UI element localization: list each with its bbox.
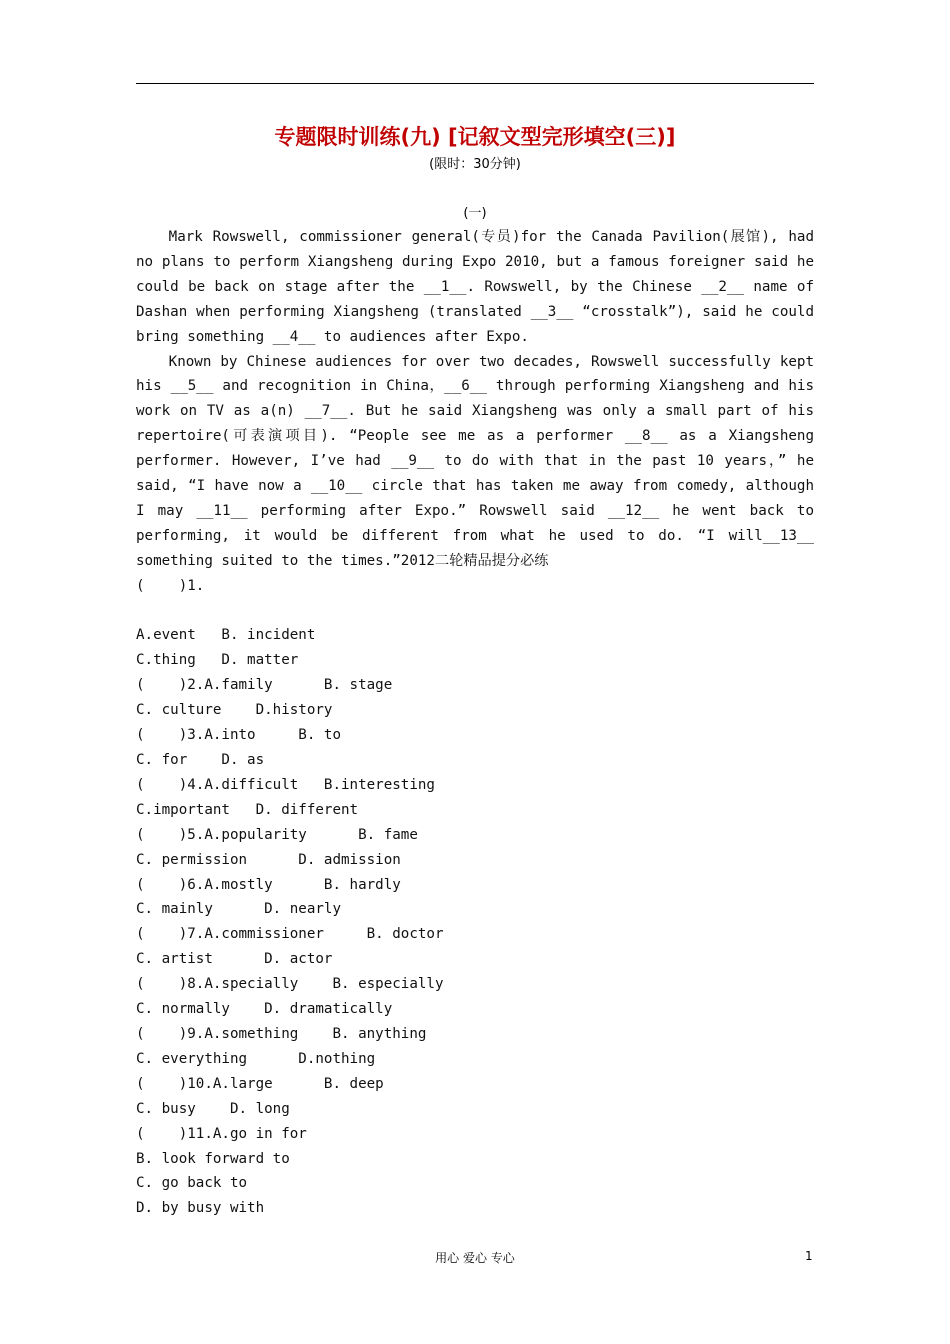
time-limit: (限时：30分钟) <box>429 157 521 172</box>
passage-paragraph-2: Known by Chinese audiences for over two decades, Rowswell successfully kept his __5__ and recognition in China，__6__ through performing Xiangsheng and his work on TV as a(n) __7__. But he said Xiangsheng was only a small part of his repertoire(可表演项目). “People see me as a performer __8__ as a Xiangsheng performer. However, I’ve had __9__ to do with that in the past 10 years，” he said, “I have now a __10__ circle that has taken me away from comedy, although I may __11__ performing after Expo.” Rowswell said __12__ he went back to performing, it would be different from what he used to do. “I will__13__ something suited to the times.”2012二轮精品提分必练 <box>136 353 814 569</box>
option-line: ( )10.A.large B. deep <box>136 1075 384 1092</box>
page-number: 1 <box>805 1249 813 1263</box>
option-line: ( )7.A.commissioner B. doctor <box>136 926 444 943</box>
option-line: C. culture D.history <box>136 702 333 719</box>
footer-text: 用心 爱心 专心 <box>435 1251 515 1265</box>
option-line: C. go back to <box>136 1175 248 1192</box>
option-line: ( )11.A.go in for <box>136 1125 307 1142</box>
section-number: (一) <box>463 206 487 221</box>
option-line: ( )5.A.popularity B. fame <box>136 826 418 843</box>
option-line: C. normally D. dramatically <box>136 1001 393 1018</box>
options-list <box>136 574 814 1222</box>
option-line: ( )6.A.mostly B. hardly <box>136 876 401 893</box>
option-line: C.important D. different <box>136 801 359 818</box>
option-line: C. mainly D. nearly <box>136 901 341 918</box>
option-line: C. everything D.nothing <box>136 1050 376 1067</box>
option-line: ( )9.A.something B. anything <box>136 1025 427 1042</box>
option-line: B. look forward to <box>136 1150 290 1167</box>
option-line: A.event B. incident <box>136 627 316 644</box>
option-line: ( )3.A.into B. to <box>136 727 341 744</box>
header-rule <box>136 83 814 84</box>
option-line: ( )4.A.difficult B.interesting <box>136 776 435 793</box>
option-line: C.thing D. matter <box>136 652 299 669</box>
passage-paragraph-1: Mark Rowswell, commissioner general(专员)for the Canada Pavilion(展馆), had no plans to perform Xiangsheng during Expo 2010, but a famous foreigner said he could be back on stage after the __1__. Rowswell, by the Chinese __2__ name of Dashan when performing Xiangsheng (translated __3__ “crosstalk”), said he could bring something __4__ to audiences after Expo. <box>136 229 814 345</box>
option-line: C. for D. as <box>136 752 265 769</box>
option-line: C. permission D. admission <box>136 851 401 868</box>
passage-body <box>136 225 814 1221</box>
option-line: C. artist D. actor <box>136 951 333 968</box>
option-line: ( )1. <box>136 577 205 594</box>
option-line: ( )2.A.family B. stage <box>136 677 393 694</box>
page-title: 专题限时训练(九) [记叙文型完形填空(三)] <box>274 125 676 149</box>
option-line: D. by busy with <box>136 1200 265 1217</box>
option-line: ( )8.A.specially B. especially <box>136 976 444 993</box>
blank-line <box>136 599 814 624</box>
option-line: C. busy D. long <box>136 1100 290 1117</box>
